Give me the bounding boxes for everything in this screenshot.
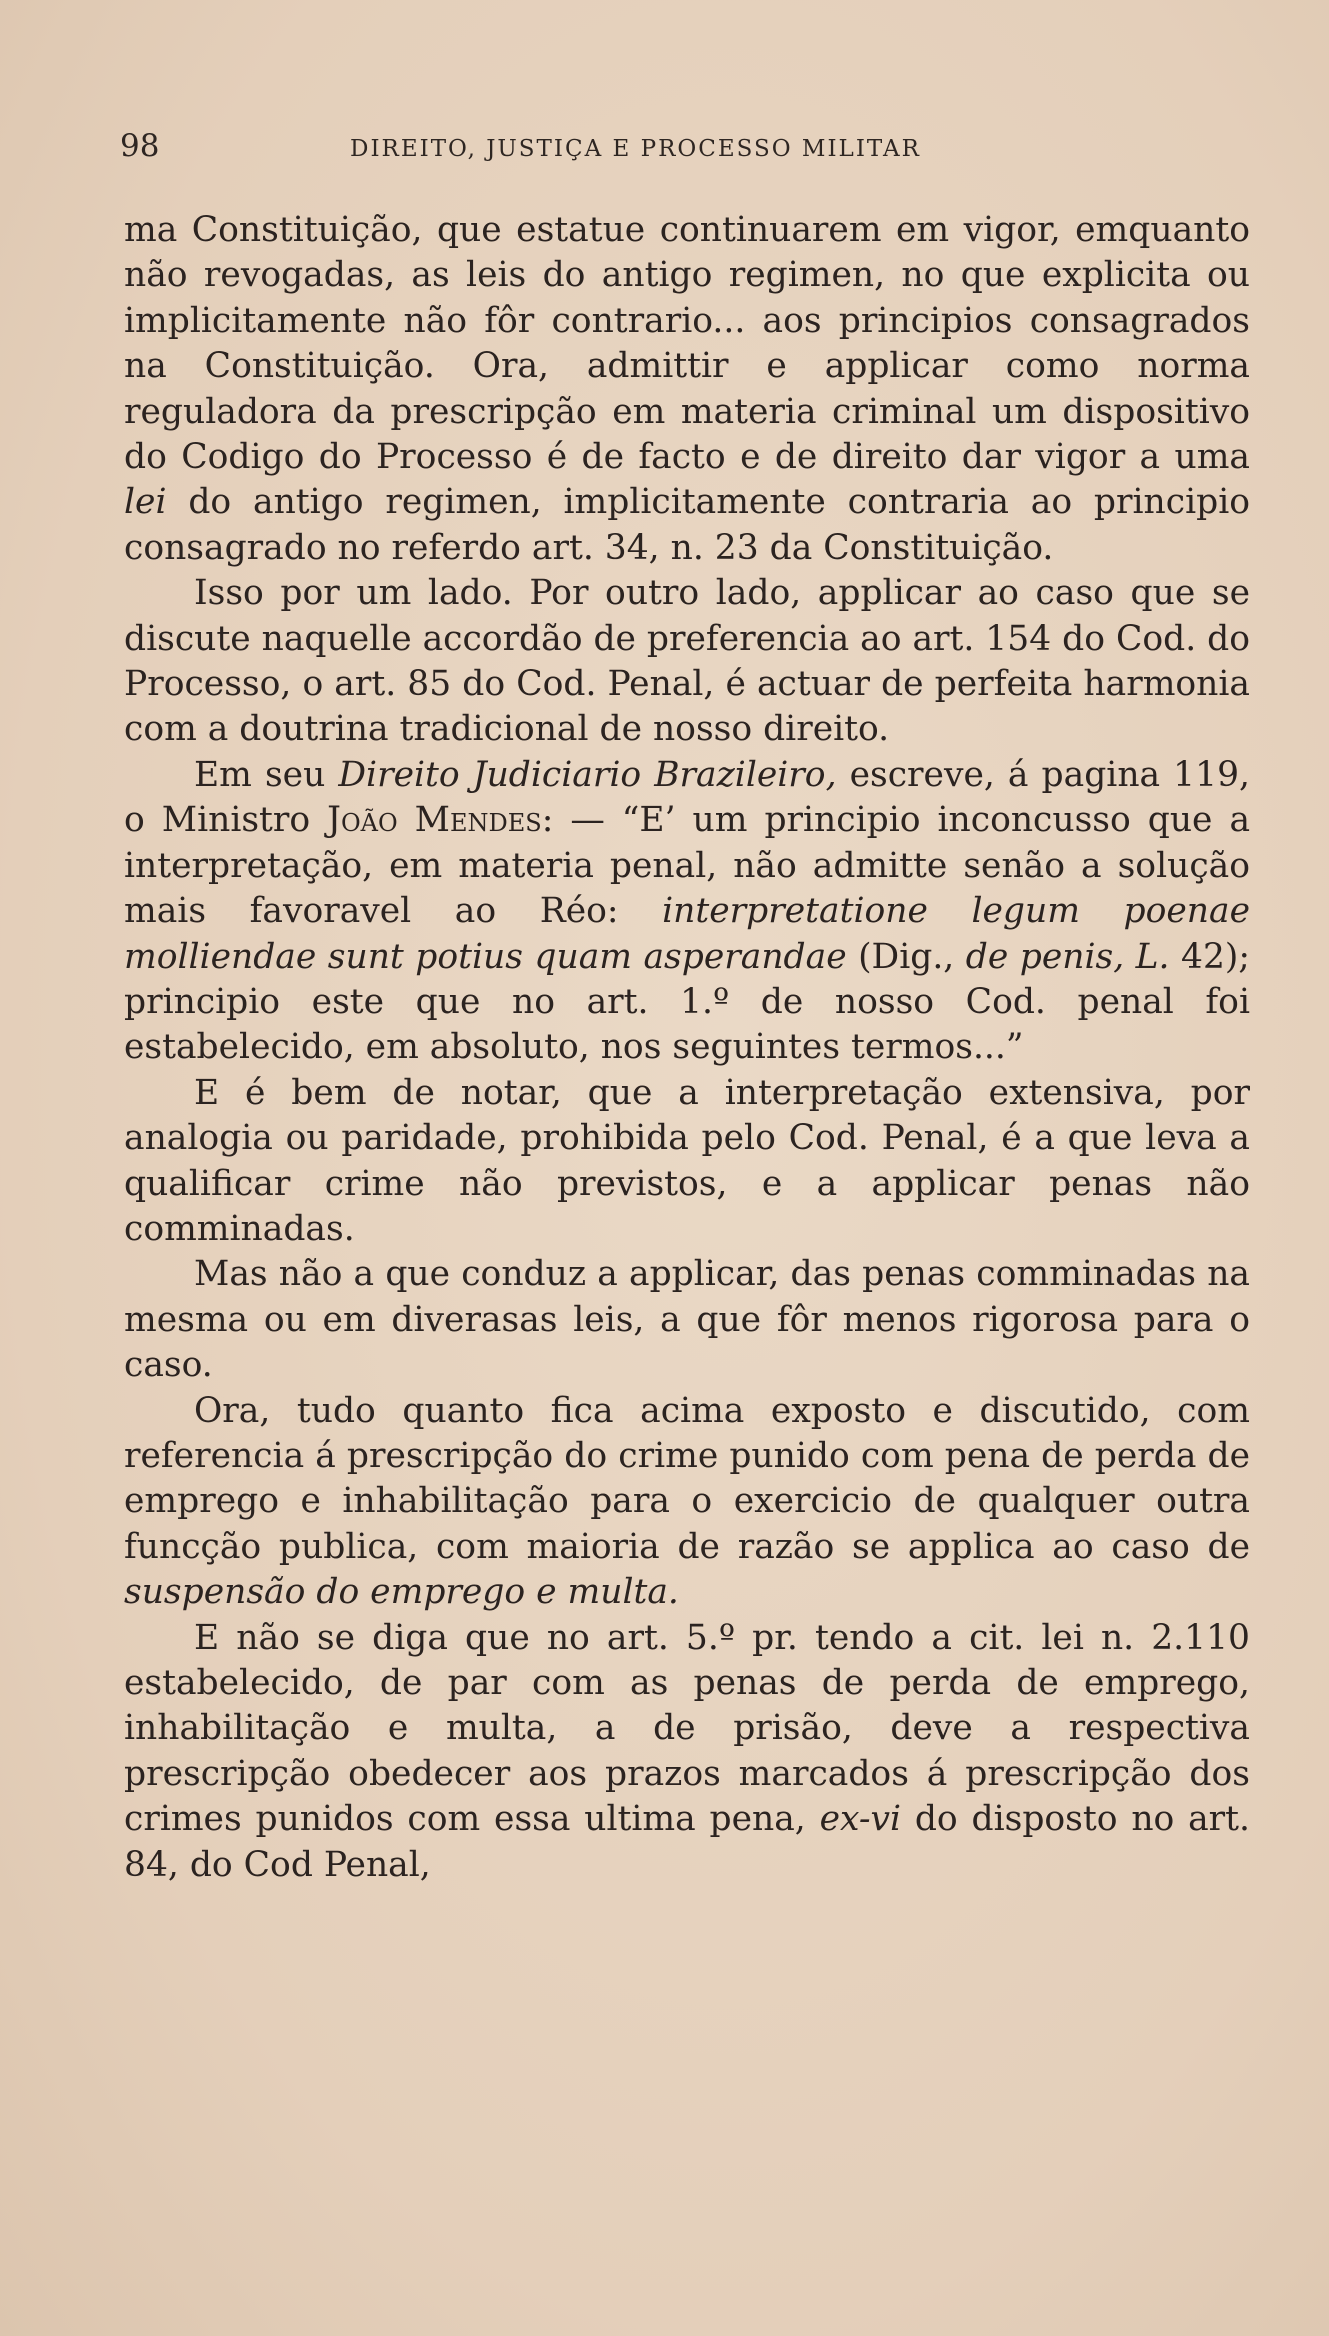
paragraph-5: Mas não a que conduz a applicar, das penas comminadas na mesma ou em diverasas leis, a que fôr menos rigorosa para o caso.: [124, 1254, 1250, 1386]
paragraph-7: E não se diga que no art. 5.º pr. tendo a cit. lei n. 2.110 estabelecido, de par com as penas de perda de emprego, inhabilitação e multa, a de prisão, deve a respectiva prescripção obedecer aos prazos marcados á prescripção dos crimes punidos com essa ultima pena, ex-vi do disposto no art. 84, do Cod Penal,: [124, 1617, 1251, 1885]
paragraph-1: ma Constituição, que estatue continuarem em vigor, emquanto não revogadas, as leis do antigo regimen, no que explicita ou implicitamente não fôr contrario... aos principios consagrados na Constituição. Ora, admittir e applicar como norma reguladora da prescripção em materia criminal um dispositivo do Codigo do Processo é de facto e de direito dar vigor a uma lei do antigo regimen, implicitamente contraria ao principio consagrado no referdo art. 34, n. 23 da Constituição.: [124, 210, 1251, 568]
running-title: DIREITO, JUSTIÇA E PROCESSO MILITAR: [350, 136, 921, 162]
body-text: [124, 208, 1250, 1888]
page-header: [120, 128, 1250, 178]
italic-ex-vi: ex-vi: [819, 1799, 902, 1840]
paragraph-4: E é bem de notar, que a interpretação extensiva, por analogia ou paridade, prohibida pelo Cod. Penal, é a que leva a qualificar crime não previstos, e a applicar penas não comminadas.: [124, 1072, 1250, 1249]
digest-reference: de penis, L.: [965, 936, 1170, 977]
book-title: Direito Judiciario Brazileiro,: [338, 754, 837, 795]
paragraph-3: Em seu Direito Judiciario Brazileiro, escreve, á pagina 119, o Ministro João Mendes: — “E’ um principio inconcusso que a interpretação, em materia penal, não admitte senão a solução mais favoravel ao Réo: interpretatione legum poenae molliendae sunt potius quam asperandae (Dig., de penis, L. 42); principio este que no art. 1.º de nosso Cod. penal foi estabelecido, em absoluto, nos seguintes termos...”: [124, 754, 1251, 1068]
italic-lei: lei: [124, 482, 167, 523]
paragraph-2: Isso por um lado. Por outro lado, applicar ao caso que se discute naquelle accordão de preferencia ao art. 154 do Cod. do Processo, o art. 85 do Cod. Penal, é actuar de perfeita harmonia com a doutrina tradicional de nosso direito.: [124, 573, 1250, 750]
italic-suspensao: suspensão do emprego e multa.: [124, 1572, 679, 1613]
latin-maxim: interpretatione legum poenae molliendae sunt potius quam asperandae: [124, 891, 1251, 977]
paragraph-6: Ora, tudo quanto fica acima exposto e discutido, com referencia á prescripção do crime punido com pena de perda de emprego e inhabilitação para o exercicio de qualquer outra funcção publica, com maioria de razão se applica ao caso de suspensão do emprego e multa.: [124, 1390, 1250, 1613]
author-name: João Mendes: [327, 800, 542, 841]
page-number: 98: [120, 128, 160, 164]
